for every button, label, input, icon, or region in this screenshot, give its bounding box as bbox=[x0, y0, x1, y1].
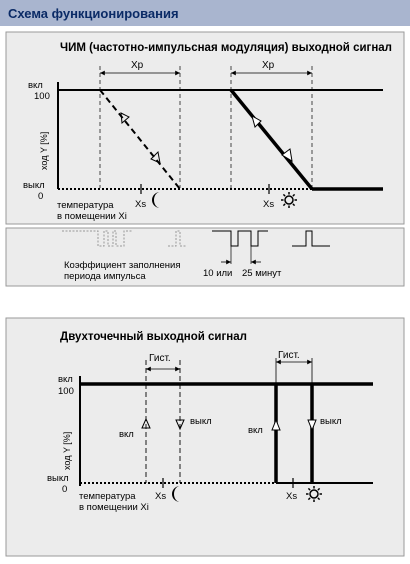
xp-label-2: Xp bbox=[262, 60, 275, 71]
pwm-y-top-value: 100 bbox=[34, 91, 50, 102]
pwm-y-bottom-word: выкл bbox=[23, 180, 45, 191]
pulse-caption-line1: Коэффициент заполнения bbox=[64, 260, 181, 271]
twopoint-y-top-word: вкл bbox=[58, 374, 73, 385]
pulse-interval-2: 25 минут bbox=[242, 268, 282, 279]
pulse-interval-1: 10 или bbox=[203, 268, 233, 279]
twopoint-y-bottom-value: 0 bbox=[62, 484, 68, 495]
twopoint-y-axis-label: ход Y [%] bbox=[62, 431, 72, 470]
twopoint-x-label-line1: температура bbox=[79, 491, 136, 502]
header-title: Схема функционирования bbox=[8, 6, 179, 21]
xp-label-1: Xp bbox=[131, 60, 144, 71]
twopoint-y-top-value: 100 bbox=[58, 386, 74, 397]
pwm-setpoint-2: Xs bbox=[263, 199, 275, 210]
pwm-y-top-word: вкл bbox=[28, 80, 43, 91]
pwm-x-label-line1: температура bbox=[57, 200, 114, 211]
twopoint-day-on-label: вкл bbox=[248, 425, 263, 436]
pwm-title: ЧИМ (частотно-импульсная модуляция) выходной сигнал bbox=[60, 42, 392, 54]
twopoint-setpoint-1: Xs bbox=[155, 491, 167, 502]
pwm-panel bbox=[6, 32, 404, 224]
twopoint-x-label-line2: в помещении Xi bbox=[79, 502, 149, 513]
twopoint-day-off-label: выкл bbox=[320, 416, 342, 427]
hyst-label-2: Гист. bbox=[278, 350, 300, 361]
twopoint-setpoint-2: Xs bbox=[286, 491, 298, 502]
twopoint-y-bottom-word: выкл bbox=[47, 473, 69, 484]
pwm-y-axis-label: ход Y [%] bbox=[39, 131, 49, 170]
pwm-y-bottom-value: 0 bbox=[38, 191, 44, 202]
pulse-caption-line2: периода импульса bbox=[64, 271, 146, 282]
twopoint-title: Двухточечный выходной сигнал bbox=[60, 331, 247, 343]
twopoint-night-off-label: выкл bbox=[190, 416, 212, 427]
pwm-setpoint-1: Xs bbox=[135, 199, 147, 210]
pwm-x-label-line2: в помещении Xi bbox=[57, 211, 127, 222]
hyst-label-1: Гист. bbox=[149, 353, 171, 364]
twopoint-night-on-label: вкл bbox=[119, 429, 134, 440]
